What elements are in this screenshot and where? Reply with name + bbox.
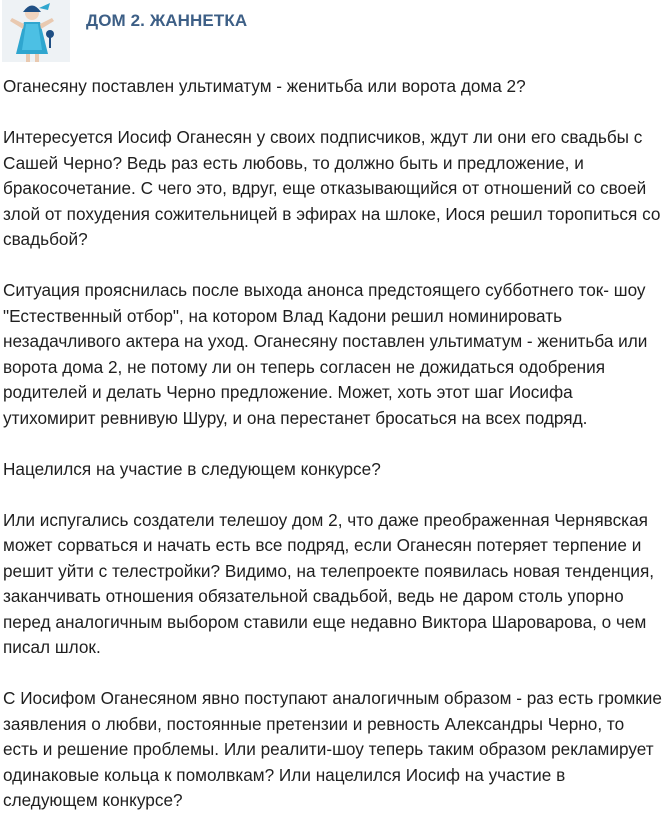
article-body bbox=[3, 74, 663, 814]
doll-avatar-icon bbox=[2, 0, 70, 62]
article-subheading: Нацелился на участие в следующем конкурсе? bbox=[3, 458, 381, 479]
article-headline: Оганесяну поставлен ультиматум - женитьба или ворота дома 2? bbox=[3, 76, 526, 96]
article-paragraph: Интересуется Иосиф Оганесян у своих подписчиков, ждут ли они его свадьбы с Сашей Черно? Ведь раз есть любовь, то должно быть и предложение, и бракосочетание. С чего это, вдруг, еще отказывающийся от отношений со своей злой от похудения сожительницей в эфирах на шлоке, Иося решил торопиться со свадьбой? bbox=[3, 127, 661, 249]
source-avatar[interactable] bbox=[2, 0, 70, 62]
source-title[interactable]: ДОМ 2. ЖАННЕТКА bbox=[86, 11, 248, 30]
article-paragraph: Ситуация прояснилась после выхода анонса предстоящего субботнего ток- шоу "Естественный отбор", на котором Влад Кадони решил номинировать незадачливого актера на уход. Оганесяну поставлен ультиматум - женитьба или ворота дома 2, не потому ли он теперь согласен не дожидаться одобрения родителей и делать Черно предложение. Может, хоть этот шаг Иосифа утихомирит ревнивую Шуру, и она перестанет бросаться на всех подряд. bbox=[3, 280, 648, 428]
post-header bbox=[0, 0, 669, 64]
article-paragraph: С Иосифом Оганесяном явно поступают аналогичным образом - раз есть громкие заявления о любви, постоянные претензии и ревность Александры Черно, то есть и решение проблемы. Или реалити-шоу теперь таким образом рекламирует одинаковые кольца к помолвкам? Или нацелился Иосиф на участие в следующем конкурсе? bbox=[3, 688, 662, 810]
article-paragraph: Или испугались создатели телешоу дом 2, что даже преображенная Чернявская может сорваться и начать есть все подряд, если Оганесян потеряет терпение и решит уйти с телестройки? Видимо, на телепроекте появилась новая тенденция, заканчивать отношения обязательной свадьбой, ведь не даром столь упорно перед аналогичным выбором ставили еще недавно Виктора Шароварова, о чем писал шлок. bbox=[3, 509, 655, 657]
